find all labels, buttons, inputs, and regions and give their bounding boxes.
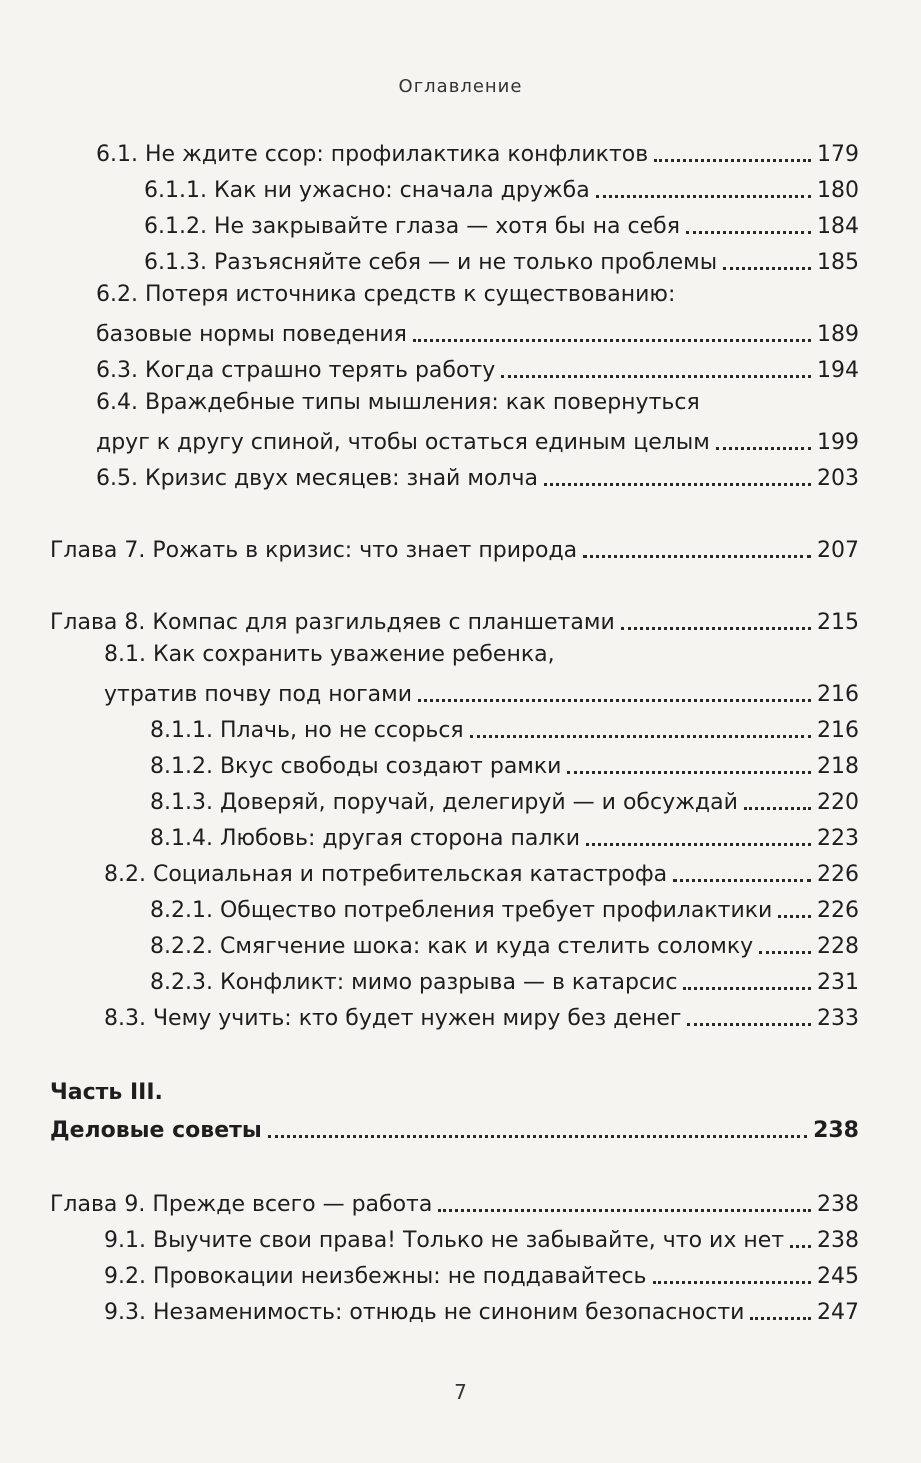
toc-entry-page: 228 <box>817 934 859 959</box>
toc-entry-page: 223 <box>817 826 859 851</box>
toc-entry-page: 226 <box>817 862 859 887</box>
toc-entry-page: 203 <box>817 466 859 491</box>
toc-entry <box>96 460 859 494</box>
toc-entry <box>150 820 859 854</box>
toc-entry-title: 8.1.2. Вкус свободы создают рамки <box>150 754 562 779</box>
toc-entry-title: 6.1. Не ждите ссор: профилактика конфликтов <box>96 142 649 167</box>
toc-entry <box>150 892 859 926</box>
toc-entry <box>96 352 859 386</box>
toc-entry-title: базовые нормы поведения <box>96 322 407 347</box>
toc-entry-title: 8.1. Как сохранить уважение ребенка, <box>104 642 555 667</box>
toc-entry-page: 238 <box>813 1118 859 1143</box>
toc-entry-page: 220 <box>817 790 859 815</box>
toc-entry-title: 8.1.3. Доверяй, поручай, делегируй — и обсуждай <box>150 790 738 815</box>
toc-entry <box>150 784 859 818</box>
toc-entry-title: 8.2.1. Общество потребления требует профилактики <box>150 898 773 923</box>
toc-entry <box>144 244 859 278</box>
toc-entry-page: 238 <box>817 1192 859 1217</box>
toc-entry-title: 8.2.2. Смягчение шока: как и куда стелить соломку <box>150 934 754 959</box>
toc-entry-title: 6.4. Враждебные типы мышления: как повернуться <box>96 390 700 415</box>
toc-entry-title: Глава 7. Рожать в кризис: что знает природа <box>50 538 578 563</box>
toc-entry <box>104 856 859 890</box>
toc-entry-title: 6.5. Кризис двух месяцев: знай молча <box>96 466 538 491</box>
toc-entry-page: 233 <box>817 1006 859 1031</box>
toc-entry <box>144 208 859 242</box>
toc-entry-title: Деловые советы <box>50 1118 262 1143</box>
toc-part <box>50 1112 859 1146</box>
toc-entry <box>104 1258 859 1292</box>
toc-entry-page: 216 <box>817 682 859 707</box>
toc-entry-title: 6.1.1. Как ни ужасно: сначала дружба <box>144 178 590 203</box>
toc-entry <box>150 748 859 782</box>
toc-entry <box>96 316 859 350</box>
toc-entry-title: утратив почву под ногами <box>104 682 412 707</box>
toc-entry <box>144 172 859 206</box>
toc-entry-page: 218 <box>817 754 859 779</box>
toc-entry-title: 9.3. Незаменимость: отнюдь не синоним безопасности <box>104 1300 745 1325</box>
toc-entry-page: 184 <box>817 214 859 239</box>
toc-entry <box>104 1000 859 1034</box>
toc-entry-page: 185 <box>817 250 859 275</box>
toc-entry <box>104 676 859 710</box>
toc-entry-page: 179 <box>817 142 859 167</box>
toc-entry-title: 8.1.4. Любовь: другая сторона палки <box>150 826 581 851</box>
toc-entry-title: 6.1.3. Разъясняйте себя — и не только проблемы <box>144 250 718 275</box>
toc-entry-title: 9.1. Выучите свои права! Только не забывайте, что их нет <box>104 1228 785 1253</box>
toc-entry-title: 8.2. Социальная и потребительская катастрофа <box>104 862 668 887</box>
toc-entry-title: 8.1.1. Плачь, но не ссорься <box>150 718 464 743</box>
toc-entry-title: 6.3. Когда страшно терять работу <box>96 358 496 383</box>
toc-entry-page: 180 <box>817 178 859 203</box>
toc-part-title: Часть III. <box>50 1080 163 1105</box>
toc-entry-page: 194 <box>817 358 859 383</box>
toc-entry-title: Глава 8. Компас для разгильдяев с планшетами <box>50 610 615 635</box>
page-number: 7 <box>454 1380 467 1404</box>
toc-entry <box>150 928 859 962</box>
toc-entry-title: 9.2. Провокации неизбежны: не поддавайтесь <box>104 1264 647 1289</box>
toc-entry-title: 8.3. Чему учить: кто будет нужен миру без денег <box>104 1006 682 1031</box>
toc-entry-title: 6.1.2. Не закрывайте глаза — хотя бы на себя <box>144 214 680 239</box>
toc-entry <box>96 424 859 458</box>
toc-entry-title: 6.2. Потеря источника средств к существованию: <box>96 282 676 307</box>
toc-chapter <box>50 604 859 638</box>
running-header: Оглавление <box>398 76 523 97</box>
toc-entry <box>104 1222 859 1256</box>
toc-entry-title: Глава 9. Прежде всего — работа <box>50 1192 433 1217</box>
toc-entry-page: 189 <box>817 322 859 347</box>
toc-entry-page: 216 <box>817 718 859 743</box>
toc-entry-page: 215 <box>817 610 859 635</box>
toc-chapter <box>50 1186 859 1220</box>
toc-entry-title: 8.2.3. Конфликт: мимо разрыва — в катарсис <box>150 970 678 995</box>
toc-entry-page: 226 <box>817 898 859 923</box>
toc-entry <box>104 1294 859 1328</box>
toc-entry-page: 247 <box>817 1300 859 1325</box>
toc-chapter <box>50 532 859 566</box>
toc-entry-page: 238 <box>817 1228 859 1253</box>
toc-entry <box>150 712 859 746</box>
toc-entry-page: 231 <box>817 970 859 995</box>
toc-entry-page: 207 <box>817 538 859 563</box>
toc-entry <box>96 136 859 170</box>
toc-entry-page: 245 <box>817 1264 859 1289</box>
toc-entry-title: друг к другу спиной, чтобы остаться единым целым <box>96 430 710 455</box>
toc-entry <box>150 964 859 998</box>
toc-entry-page: 199 <box>817 430 859 455</box>
